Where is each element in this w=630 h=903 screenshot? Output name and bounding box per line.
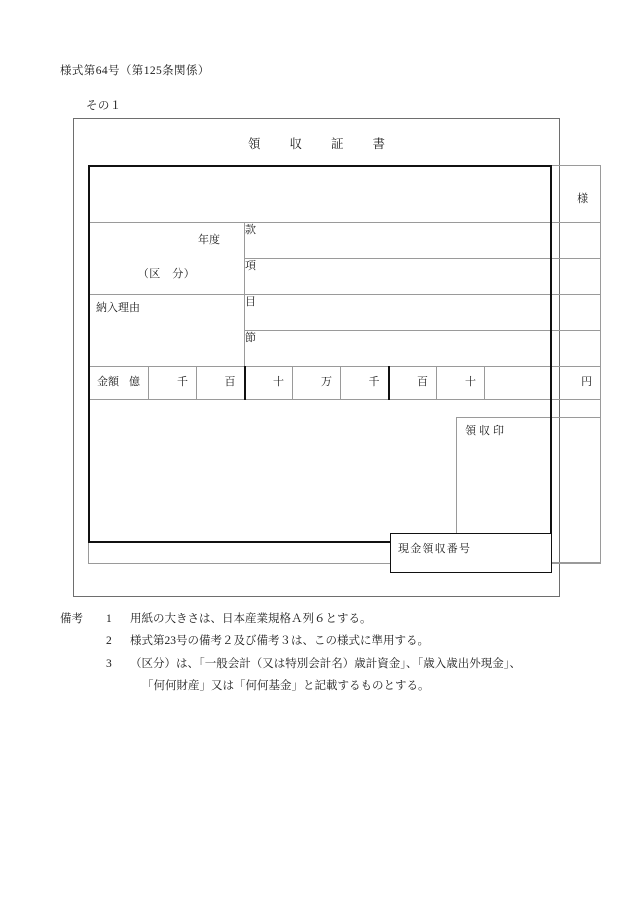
amount-label: 金額	[97, 376, 119, 389]
budget-row-kan	[89, 223, 601, 259]
remark-item	[60, 608, 600, 630]
amount-unit-hyaku: 百	[417, 376, 428, 389]
remark-number: 2	[106, 635, 112, 648]
form-number-heading: 様式第64号（第125条関係）	[60, 65, 210, 77]
budget-row-moku	[89, 295, 601, 331]
remark-text: 様式第23号の備考２及び備考３は、この様式に準用する。	[130, 635, 429, 648]
remarks-section	[60, 608, 600, 698]
amount-cell-sen-man[interactable]	[341, 367, 389, 400]
amount-cell-en[interactable]	[485, 367, 601, 400]
addressee-row	[89, 166, 601, 223]
amount-cell-juu-man[interactable]	[245, 367, 293, 400]
amount-cell-sen-oku[interactable]	[149, 367, 197, 400]
amount-cell-hyaku-oku[interactable]	[197, 367, 245, 400]
amount-cell-hyaku[interactable]	[389, 367, 437, 400]
category-label: （区 分）	[137, 268, 196, 280]
page-title: 領収証書	[247, 137, 414, 151]
remark-item	[60, 653, 600, 675]
amount-unit-sen-man: 千	[368, 376, 380, 389]
amount-unit-en: 円	[581, 376, 593, 389]
budget-field-moku[interactable]	[245, 295, 601, 331]
amount-unit-sen-oku: 千	[177, 376, 188, 389]
amount-unit-hyaku-oku: 百	[224, 376, 236, 389]
remark-number: 1	[106, 613, 112, 625]
cash-receipt-number-box[interactable]	[390, 533, 552, 573]
cash-receipt-number-label: 現金領収番号	[398, 543, 472, 555]
amount-cell-oku[interactable]	[89, 367, 149, 400]
receipt-form-table	[88, 165, 601, 564]
budget-field-kan[interactable]	[245, 223, 601, 259]
budget-field-ko[interactable]	[245, 259, 601, 295]
payment-reason-cell[interactable]	[89, 295, 245, 367]
amount-unit-man: 万	[321, 376, 332, 389]
addressee-field[interactable]	[89, 166, 601, 223]
amount-row	[89, 367, 601, 400]
remark-continuation: 「何何財産」又は「何何基金」と記載するものとする。	[142, 680, 430, 693]
remark-number: 3	[106, 657, 112, 670]
amount-cell-juu[interactable]	[437, 367, 485, 400]
payment-reason-label: 納入理由	[96, 302, 140, 314]
remarks-heading: 備考	[60, 613, 83, 625]
amount-cell-man[interactable]	[293, 367, 341, 400]
amount-unit-oku: 億	[129, 376, 140, 389]
amount-unit-juu-man: 十	[273, 376, 284, 389]
budget-label-setsu: 節	[245, 332, 256, 344]
sheet-label: その１	[86, 100, 122, 112]
remark-text: （区分）は、「一般会計（又は特別会計名）歳計資金」、「歳入歳出外現金」、	[130, 657, 521, 670]
receipt-seal-label: 領収印	[465, 425, 508, 437]
budget-label-moku: 目	[245, 296, 256, 308]
fiscal-year-label: 年度	[198, 234, 220, 246]
remark-text: 用紙の大きさは、日本産業規格Ａ列６とする。	[130, 613, 372, 625]
addressee-honorific-label: 様	[577, 193, 589, 205]
fiscal-year-category-cell[interactable]	[89, 223, 245, 295]
remark-item	[60, 630, 600, 652]
budget-label-kan: 款	[245, 224, 256, 236]
amount-unit-juu: 十	[465, 376, 476, 389]
budget-field-setsu[interactable]	[245, 331, 601, 367]
budget-label-ko: 項	[245, 260, 256, 272]
